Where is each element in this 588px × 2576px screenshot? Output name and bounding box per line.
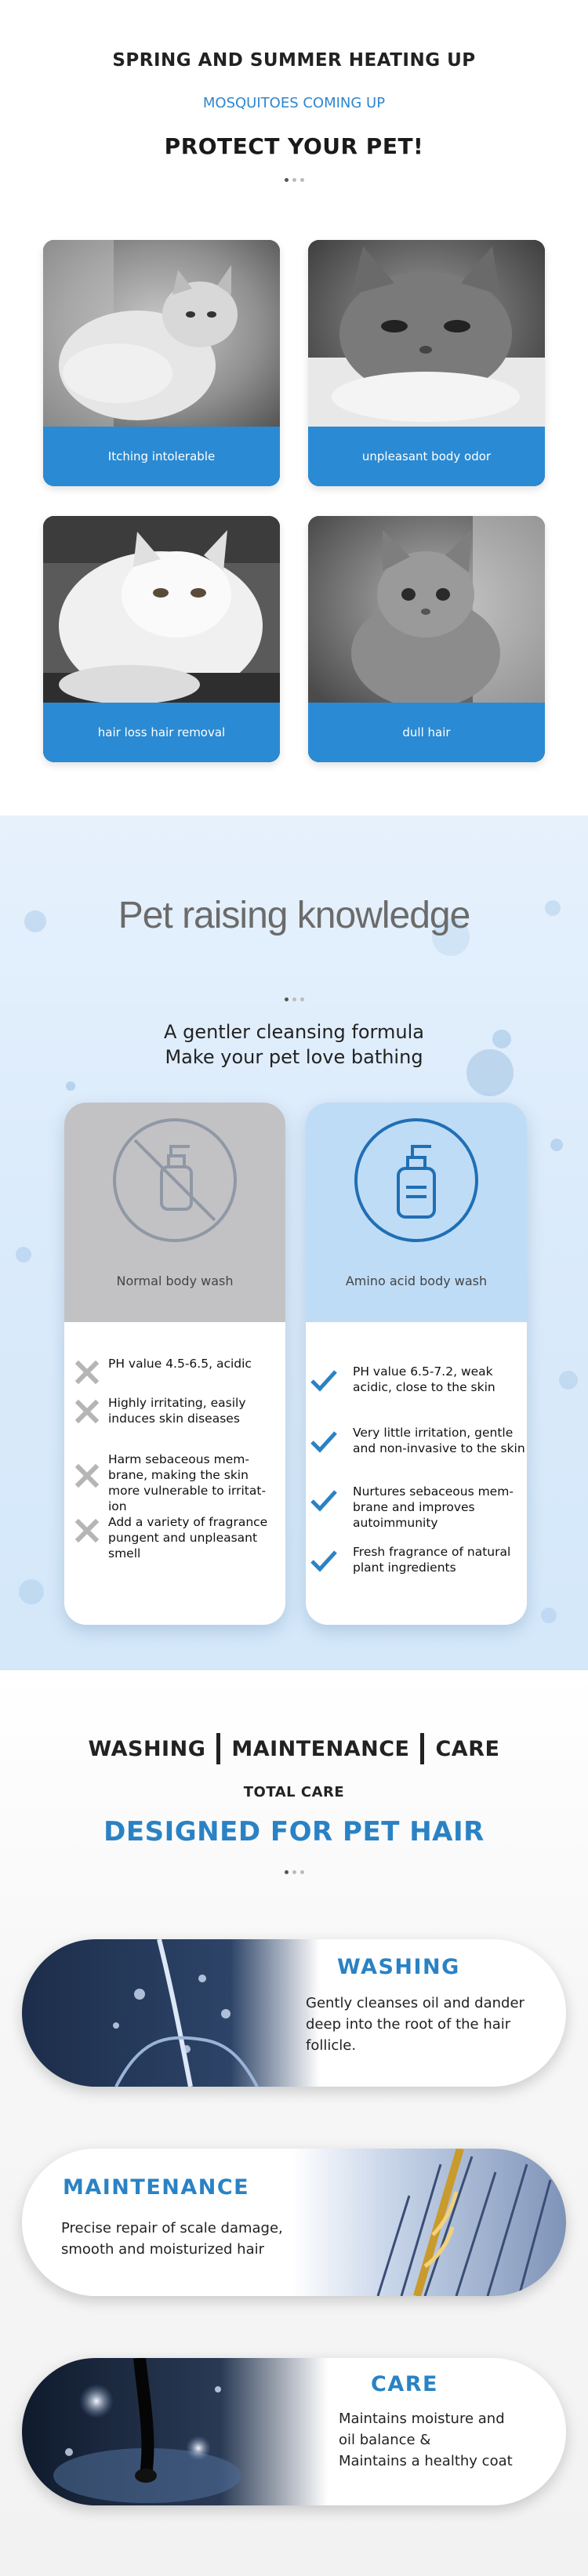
cross-icon	[72, 1462, 102, 1489]
amino-wash-card: Amino acid body wash PH value 6.5-7.2, weak acidic, close to the skin Very little irritation, gentle and non-invasive to the skin Nurtures sebaceous mem-brane and improves autoimmunity Fresh fragrance of natural plant ingredients	[306, 1103, 527, 1625]
problem-caption: hair loss hair removal	[43, 703, 280, 762]
hair-care-icon	[22, 2358, 328, 2505]
washing-text: Gently cleanses oil and dander deep into the root of the hair follicle.	[306, 1995, 524, 2054]
amino-wash-label: Amino acid body wash	[345, 1273, 488, 1288]
check-icon	[309, 1487, 339, 1513]
cross-icon	[72, 1517, 102, 1544]
care-heading	[0, 1733, 588, 1764]
section-line-2: Make your pet love bathing	[165, 1046, 423, 1068]
cat-photo	[308, 516, 545, 710]
no-bottle-icon	[113, 1118, 237, 1242]
hair-follicle-icon	[22, 1939, 320, 2087]
hair-scale-icon	[292, 2149, 566, 2296]
problem-card-itching	[43, 240, 280, 486]
check-icon	[309, 1547, 339, 1574]
section-subtitle: MOSQUITOES COMING UP	[202, 95, 386, 111]
maintenance-title: MAINTENANCE	[63, 2175, 250, 2200]
carousel-dots	[0, 178, 588, 182]
problem-caption: unpleasant body odor	[308, 427, 545, 486]
problem-caption: dull hair	[308, 703, 545, 762]
check-icon	[309, 1367, 339, 1393]
maintenance-text: Precise repair of scale damage, smooth and moisturized hair	[61, 2220, 283, 2258]
total-care-section	[0, 1670, 588, 2576]
designed-headline: DESIGNED FOR PET HAIR	[103, 1816, 485, 1848]
care-text: Maintains moisture and oil balance & Maintains a healthy coat	[339, 2411, 513, 2469]
problem-card-hair-loss	[43, 516, 280, 762]
pet-knowledge-section	[0, 816, 588, 1670]
total-care-label: TOTAL CARE	[243, 1784, 345, 1800]
amino-wash-header	[306, 1103, 527, 1322]
normal-wash-label: Normal body wash	[116, 1273, 234, 1288]
care-title: CARE	[371, 2372, 438, 2396]
cross-icon	[72, 1398, 102, 1425]
heading-washing: WASHING	[88, 1736, 206, 1761]
section-title: SPRING AND SUMMER HEATING UP	[112, 50, 476, 71]
washing-title: WASHING	[337, 1955, 460, 1979]
heading-divider	[216, 1733, 220, 1764]
cat-photo	[43, 516, 280, 710]
problem-caption: Itching intolerable	[43, 427, 280, 486]
pet-problems-section	[0, 0, 588, 816]
maintenance-card	[22, 2149, 566, 2296]
section-line-1: A gentler cleansing formula	[164, 1021, 424, 1043]
check-icon	[309, 1428, 339, 1455]
problem-card-dull-hair	[308, 516, 545, 762]
cat-photo	[308, 240, 545, 434]
section-title: Pet raising knowledge	[118, 895, 470, 936]
section-headline: PROTECT YOUR PET!	[164, 133, 424, 159]
care-card	[22, 2358, 566, 2505]
bottle-icon	[354, 1118, 478, 1242]
carousel-dots	[0, 997, 588, 1001]
cross-icon	[72, 1359, 102, 1386]
normal-wash-card: Normal body wash PH value 4.5-6.5, acidic Highly irritating, easily induces skin diseases Harm sebaceous mem-brane, making the skin more vulnerable to irritat-ion Add a variety of fragrance pungent and unpleasant smell	[64, 1103, 285, 1625]
heading-maintenance: MAINTENANCE	[231, 1736, 410, 1761]
cat-photo	[43, 240, 280, 434]
heading-care: CARE	[435, 1736, 500, 1761]
carousel-dots	[0, 1870, 588, 1874]
heading-divider	[420, 1733, 424, 1764]
normal-wash-header	[64, 1103, 285, 1322]
problem-card-odor	[308, 240, 545, 486]
washing-card	[22, 1939, 566, 2087]
